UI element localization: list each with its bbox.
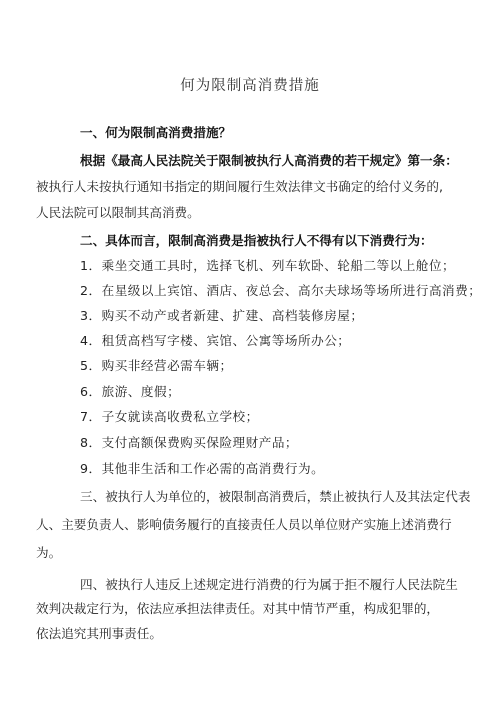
list-item: 9．其他非生活和工作必需的高消费行为。	[80, 461, 325, 476]
list-item: 3．购买不动产或者新建、扩建、高档装修房屋；	[80, 308, 364, 323]
paragraph-1-line-2: 人民法院可以限制其高消费。	[36, 205, 200, 220]
paragraph-3-line-2: 人、主要负责人、影响债务履行的直接责任人员以单位财产实施上述消费行	[36, 517, 452, 532]
paragraph-4-line-1: 四、被执行人违反上述规定进行消费的行为属于拒不履行人民法院生	[80, 577, 458, 592]
paragraph-1-line-1: 被执行人未按执行通知书指定的期间履行生效法律文书确定的给付义务的,	[36, 179, 444, 194]
list-item: 4．租赁高档写字楼、宾馆、公寓等场所办公；	[80, 333, 351, 348]
list-item: 5．购买非经营必需车辆；	[80, 358, 233, 373]
legal-basis-line: 根据《最高人民法院关于限制被执行人高消费的若干规定》第一条：	[80, 153, 458, 168]
paragraph-4-line-2: 效判决裁定行为，依法应承担法律责任。对其中情节严重，构成犯罪的，	[36, 601, 439, 616]
paragraph-4-line-3: 依法追究其刑事责任。	[36, 626, 162, 641]
list-item: 6．旅游、度假；	[80, 384, 181, 399]
list-item: 1．乘坐交通工具时，选择飞机、列车软卧、轮船二等以上舱位；	[80, 258, 456, 273]
section-heading-1: 一、何为限制高消费措施？	[80, 125, 232, 140]
list-item: 2．在星级以上宾馆、酒店、夜总会、高尔夫球场等场所进行高消费；	[80, 283, 482, 298]
list-item: 8．支付高额保费购买保险理财产品；	[80, 435, 299, 450]
document-title: 何为限制高消费措施	[180, 78, 320, 94]
paragraph-3-line-3: 为。	[36, 545, 62, 560]
paragraph-3-line-1: 三、被执行人为单位的，被限制高消费后，禁止被执行人及其法定代表	[80, 489, 471, 504]
section-heading-2: 二、具体而言，限制高消费是指被执行人不得有以下消费行为：	[80, 233, 433, 248]
list-item: 7．子女就读高收费私立学校；	[80, 409, 259, 424]
